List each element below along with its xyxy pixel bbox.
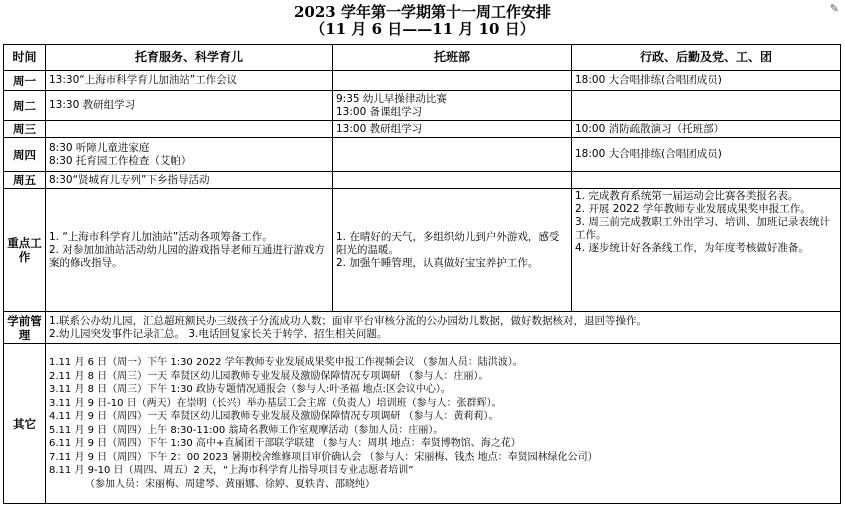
day-label: 周四	[4, 138, 46, 172]
other-item: 3.11 月 9 日-10 日（两天）在崇明（长兴）举办基层工会主席（负责人）培训班（参与人：张群辉）。	[49, 397, 502, 409]
header-care-services: 托育服务、科学育儿	[46, 45, 333, 71]
care-key-work-cell	[46, 189, 333, 312]
admin-cell	[572, 71, 841, 91]
other-cell	[46, 344, 841, 504]
other-item: 4.11 月 9 日（周四）一天 奉贤区幼儿园教师专业发展及激励保障情况专项调研 （参与人：黄莉莉）。	[49, 411, 499, 422]
other-item: 2.11 月 8 日（周三）一天 奉贤区幼儿园教师专业发展及激励保障情况专项调研 （参与人：庄丽）。	[49, 370, 489, 382]
row-tuesday	[4, 91, 841, 121]
admin-key-work-cell	[572, 189, 841, 312]
header-row	[4, 45, 841, 71]
row-other	[4, 344, 841, 504]
care-cell	[46, 91, 333, 121]
schedule-item: 10:00 消防疏散演习（托班部）	[575, 122, 725, 135]
weekly-schedule-table	[3, 44, 841, 504]
schedule-item: 8:30 托育园工作检查（艾帕）	[49, 154, 192, 167]
key-work-item: 1. 完成教育系统第一届运动会比赛各类报名表。	[575, 190, 799, 202]
other-item: 7.11 月 9 日（周四）下午 2：00 2023 暑期校舍维修项目审价确认会 （参与人：宋丽梅、钱杰 地点：奉贤园林绿化公司）	[49, 451, 598, 463]
other-label: 其它	[4, 344, 46, 504]
key-work-item: 1. “上海市科学育儿加油站”活动各项筹备工作。	[49, 230, 273, 243]
nursery-cell	[333, 121, 572, 138]
row-key-work	[4, 189, 841, 312]
other-item: 8.11 月 9-10 日（周四、周五）2 天，“上海市科学育儿指导项目专业志愿者培训”	[49, 465, 414, 476]
header-nursery-dept: 托班部	[333, 45, 572, 71]
key-work-item: 2. 加强午睡管理，认真做好宝宝养护工作。	[336, 256, 539, 269]
nursery-cell	[333, 172, 572, 189]
key-work-item: 4. 逐步统计好各条线工作，为年度考核做好准备。	[575, 242, 809, 254]
nursery-cell	[333, 138, 572, 172]
preschool-label: 学前管理	[4, 312, 46, 344]
schedule-item: 8:30 听障儿童进家庭	[49, 141, 150, 154]
nursery-cell	[333, 91, 572, 121]
day-label: 周一	[4, 71, 46, 91]
care-cell	[46, 172, 333, 189]
key-work-label: 重点工作	[4, 189, 46, 312]
nursery-key-work-cell	[333, 189, 572, 312]
row-monday	[4, 71, 841, 91]
admin-cell	[572, 138, 841, 172]
row-wednesday	[4, 121, 841, 138]
preschool-item: 1.联系公办幼儿园，汇总超班额民办三级孩子分流成功人数；面审平台审核分流的公办园幼儿数据，做好数据核对，退回等操作。	[49, 314, 648, 327]
schedule-item: 18:00 大合唱排练(合唱团成员)	[575, 148, 722, 160]
page-title: 2023 学年第一学期第十一周工作安排	[294, 3, 551, 21]
care-cell	[46, 121, 333, 138]
edit-pencil-icon[interactable]: ✎	[829, 2, 839, 15]
schedule-item: 8:30“贤城育儿专列”下乡指导活动	[49, 173, 210, 186]
other-item: 6.11 月 9 日（周四）下午 1:30 高中+直属团干部联学联建 （参与人：周琪 地点：奉贤博物馆、海之花）	[49, 438, 521, 449]
schedule-item: 9:35 幼儿早操律动比赛	[336, 92, 447, 105]
row-thursday	[4, 138, 841, 172]
nursery-cell	[333, 71, 572, 91]
preschool-cell	[46, 312, 841, 344]
care-cell	[46, 138, 333, 172]
other-item: 5.11 月 9 日（周四）上午 8:30-11:00 翁琦名教师工作室观摩活动（参加人员：庄丽）。	[49, 424, 444, 436]
schedule-item: 13:30“上海市科学育儿加油站”工作会议	[49, 74, 238, 86]
admin-cell	[572, 172, 841, 189]
day-label: 周五	[4, 172, 46, 189]
day-label: 周二	[4, 91, 46, 121]
schedule-item: 18:00 大合唱排练(合唱团成员)	[575, 74, 722, 86]
schedule-item: 13:00 教研组学习	[336, 122, 423, 135]
header-time: 时间	[4, 45, 46, 71]
care-cell	[46, 71, 333, 91]
date-range-subtitle: （11 月 6 日——11 月 10 日）	[310, 20, 535, 38]
schedule-item: 13:00 备课组学习	[336, 105, 423, 118]
key-work-item: 2. 开展 2022 学年教师专业发展成果奖申报工作。	[575, 203, 811, 215]
other-item: 3.11 月 8 日（周三）下午 1:30 政协专题情况通报会（参与人:叶圣福 地点:区会议中心）。	[49, 384, 451, 395]
key-work-item: 3. 周三前完成教职工外出学习、培训、加班记录表统计工作。	[575, 216, 830, 241]
admin-cell	[572, 91, 841, 121]
schedule-item: 13:30 教研组学习	[49, 99, 136, 111]
key-work-item: 1. 在晴好的天气，多组织幼儿到户外游戏，感受阳光的温暖。	[336, 230, 560, 256]
key-work-item: 2. 对参加加油站活动幼儿园的游戏指导老师互通进行游戏方案的修改指导。	[49, 243, 325, 269]
day-label: 周三	[4, 121, 46, 138]
preschool-item: 2.幼儿园突发事件记录汇总。 3.电话回复家长关于转学、招生相关问题。	[49, 327, 388, 340]
row-preschool	[4, 312, 841, 344]
other-item: （参加人员：宋丽梅、周建琴、黄丽娜、徐婷、夏轶青、邵晓纯）	[85, 478, 375, 490]
admin-cell	[572, 121, 841, 138]
other-item: 1.11 月 6 日（周一）下午 1:30 2022 学年教师专业发展成果奖申报工作视频会议 （参加人员：陆洪波）。	[49, 357, 523, 368]
header-admin: 行政、后勤及党、工、团	[572, 45, 841, 71]
row-friday	[4, 172, 841, 189]
